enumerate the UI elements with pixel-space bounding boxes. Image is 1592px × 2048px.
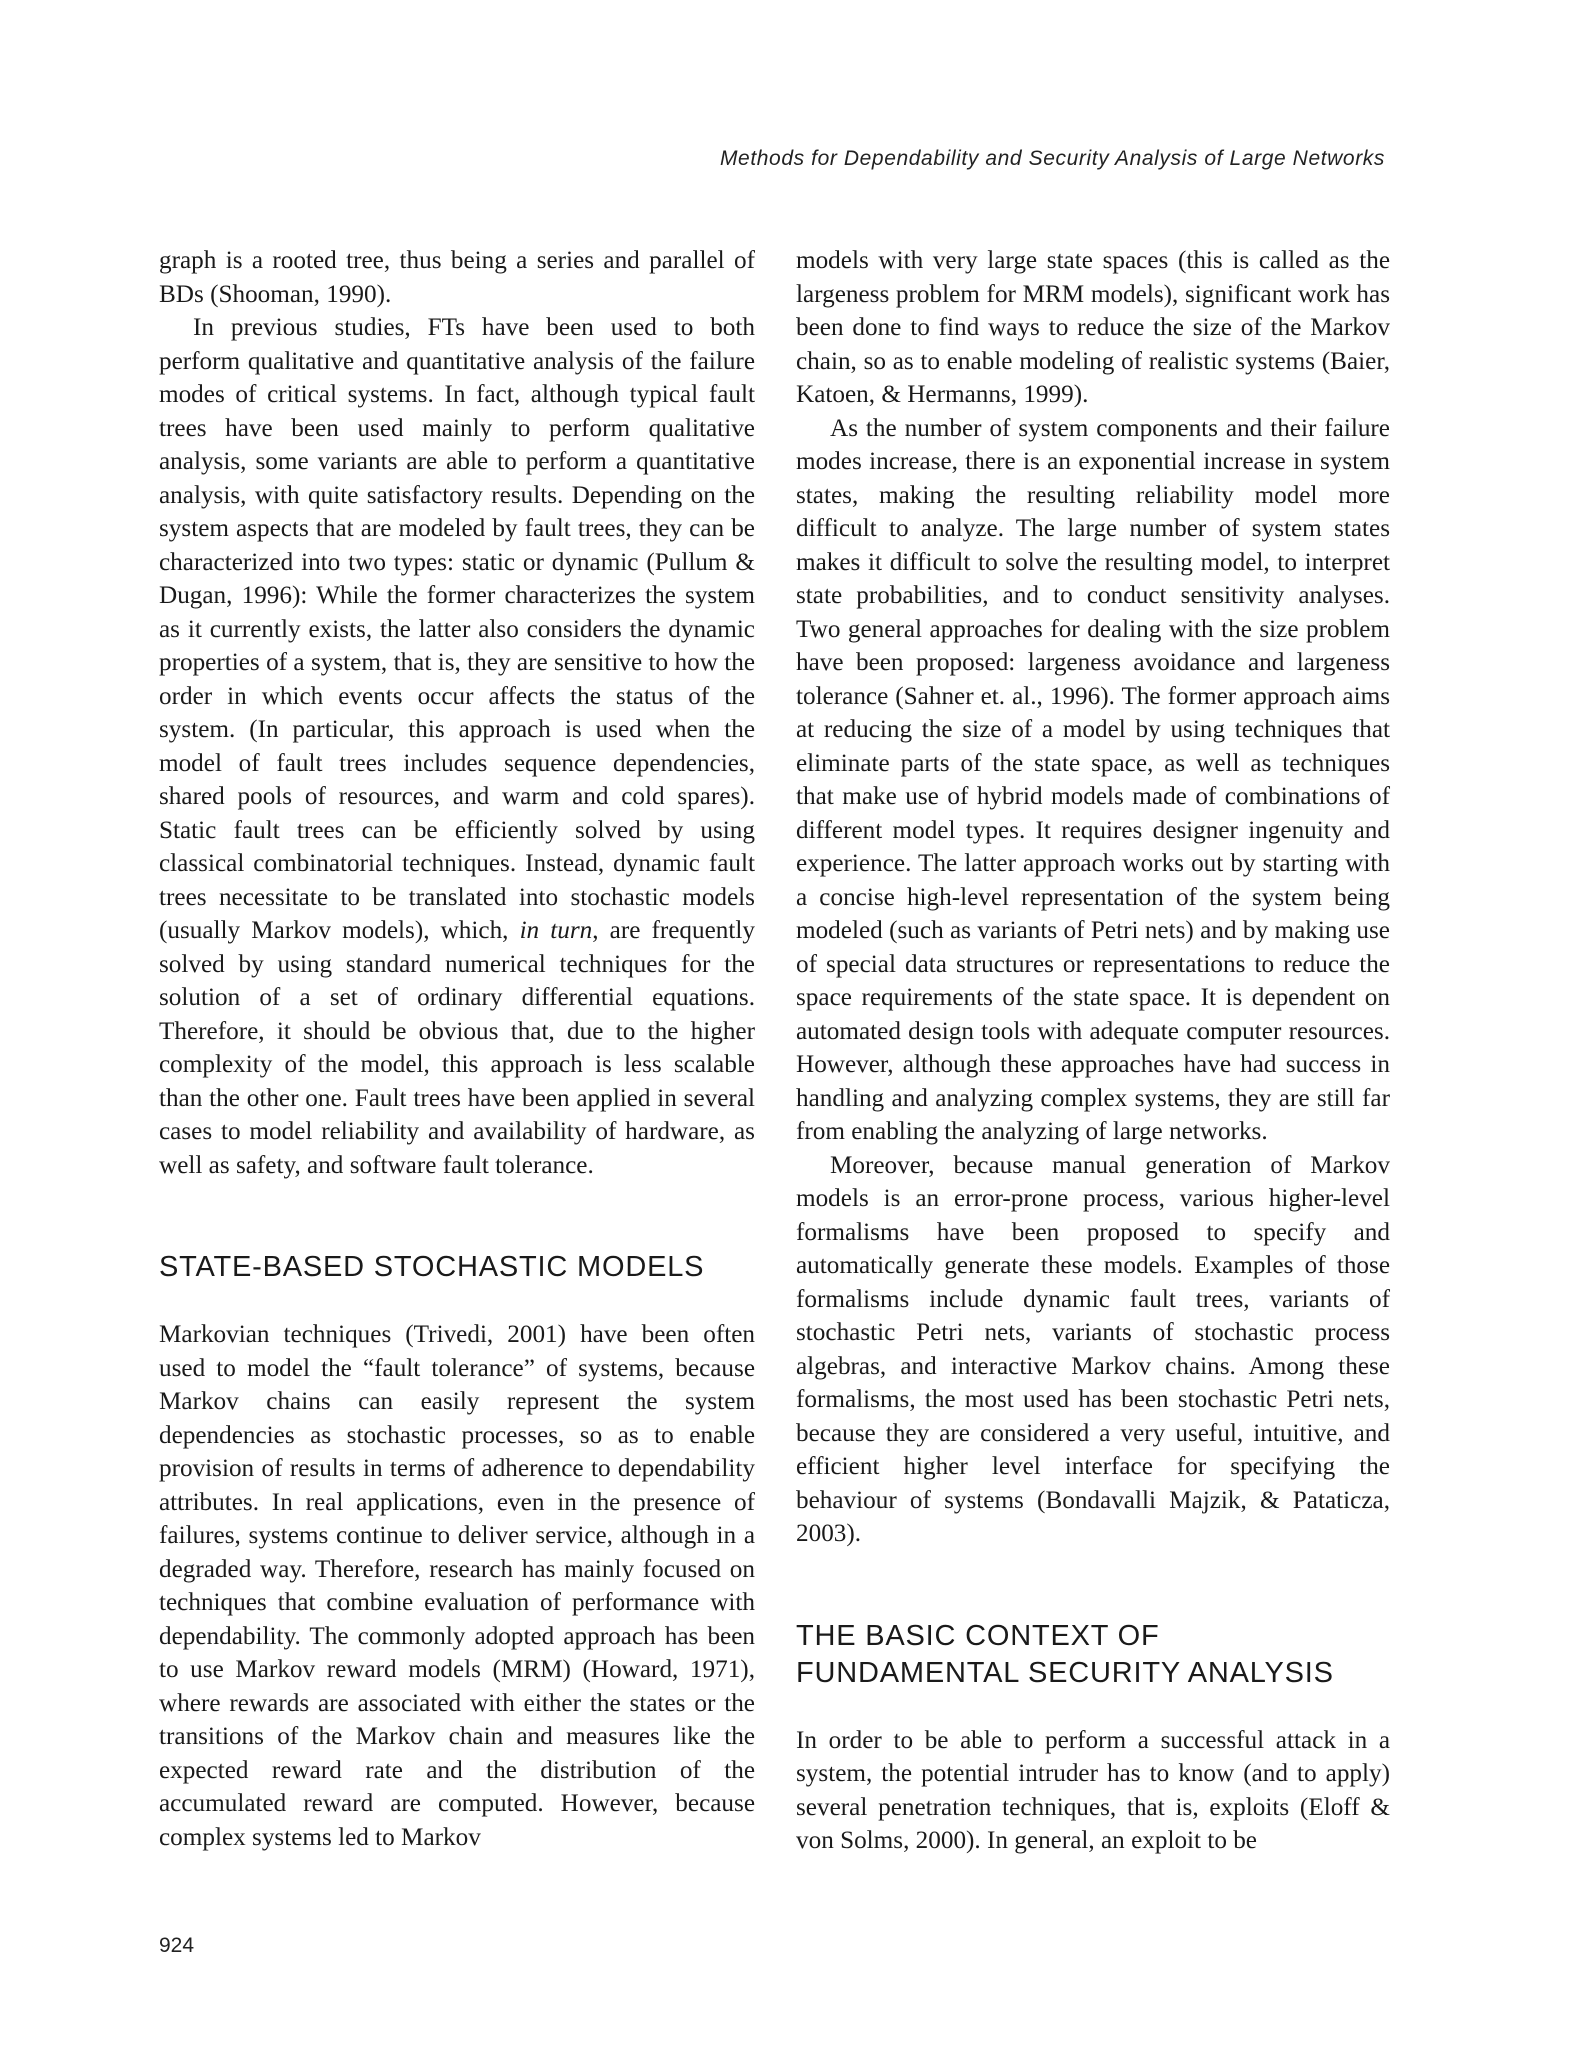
section-heading-line-1: THE BASIC CONTEXT OF [796, 1619, 1160, 1652]
left-paragraph-2-text-a: In previous studies, FTs have been used to both perform qualitative and quantitative analysis of the failure modes of critical systems. In fact, although typical fault trees have been used mainly to perform qualitative analysis, some variants are able to perform a quantitative analysis, with quite satisfactory results. Depending on the system aspects that are modeled by fault trees, they can be characterized into two types: static or dynamic (Pullum & Dugan, 1996): While the former characterizes the system as it currently exists, the latter also considers the dynamic properties of a system, that is, they are sensitive to how the order in which events occur affects the status of the system. (In particular, this approach is used when the model of fault trees includes sequence dependencies, shared pools of resources, and warm and cold spares). Static fault trees can be efficiently solved by using classical combinatorial techniques. Instead, dynamic fault trees necessitate to be translated into stochastic models (usually Markov models), which, [159, 314, 755, 944]
right-paragraph-4: In order to be able to perform a successful attack in a system, the potential intruder has to know (and to apply) several penetration techniques, that is, exploits (Eloff & von Solms, 2000). In general, an exploit to be [796, 1726, 1390, 1854]
left-paragraph-2 [159, 311, 755, 1182]
left-paragraph-1: graph is a rooted tree, thus being a series and parallel of BDs (Shooman, 1990). [159, 247, 755, 308]
left-paragraph-2-italic: in turn [519, 917, 593, 944]
page-number: 924 [159, 1934, 195, 1957]
section-heading-state-based: STATE-BASED STOCHASTIC MODELS [159, 1251, 705, 1283]
left-column [159, 244, 755, 1854]
right-paragraph-1: models with very large state spaces (this is called as the largeness problem for MRM models), significant work has been done to find ways to reduce the size of the Markov chain, so as to enable modeling of realistic systems (Baier, Katoen, & Hermanns, 1999). [796, 247, 1390, 408]
right-column [796, 244, 1390, 1858]
left-paragraph-3: Markovian techniques (Trivedi, 2001) have been often used to model the “fault tolerance” of systems, because Markov chains can easily represent the system dependencies as stochastic processes, so as to enable provision of results in terms of adherence to dependability attributes. In real applications, even in the presence of failures, systems continue to deliver service, although in a degraded way. Therefore, research has mainly focused on techniques that combine evaluation of performance with dependability. The commonly adopted approach has been to use Markov reward models (MRM) (Howard, 1971), where rewards are associated with either the states or the transitions of the Markov chain and measures like the expected reward rate and the distribution of the accumulated reward are computed. However, because complex systems led to Markov [159, 1321, 755, 1851]
running-header: Methods for Dependability and Security Analysis of Large Networks [719, 147, 1385, 170]
section-heading-security-analysis [796, 1618, 1390, 1692]
right-paragraph-2: As the number of system components and their failure modes increase, there is an exponential increase in system states, making the resulting reliability model more difficult to analyze. The large number of system states makes it difficult to solve the resulting model, to interpret state probabilities, and to conduct sensitivity analyses. Two general approaches for dealing with the size problem have been proposed: largeness avoidance and largeness tolerance (Sahner et. al., 1996). The former approach aims at reducing the size of a model by using techniques that eliminate parts of the state space, as well as techniques that make use of hybrid models made of combinations of different model types. It requires designer ingenuity and experience. The latter approach works out by starting with a concise high-level representation of the system being modeled (such as variants of Petri nets) and by making use of special data structures or representations to reduce the space requirements of the state space. It is dependent on automated design tools with adequate computer resources. However, although these approaches have had success in handling and analyzing complex systems, they are still far from enabling the analyzing of large networks. [796, 414, 1390, 1145]
section-heading-line-2: FUNDAMENTAL SECURITY ANALYSIS [796, 1656, 1334, 1689]
right-paragraph-3: Moreover, because manual generation of Markov models is an error-prone process, various higher-level formalisms have been proposed to specify and automatically generate these models. Examples of those formalisms include dynamic fault trees, variants of stochastic Petri nets, variants of stochastic process algebras, and interactive Markov chains. Among these formalisms, the most used has been stochastic Petri nets, because they are considered a very useful, intuitive, and efficient higher level interface for specifying the behaviour of systems (Bondavalli Majzik, & Pataticza, 2003). [796, 1151, 1390, 1547]
left-paragraph-2-text-b: , are frequently solved by using standard numerical techniques for the solution of a set of ordinary differential equations. Therefore, it should be obvious that, due to the higher complexity of the model, this approach is less scalable than the other one. Fault trees have been applied in several cases to model reliability and availability of hardware, as well as safety, and software fault tolerance. [159, 917, 755, 1179]
